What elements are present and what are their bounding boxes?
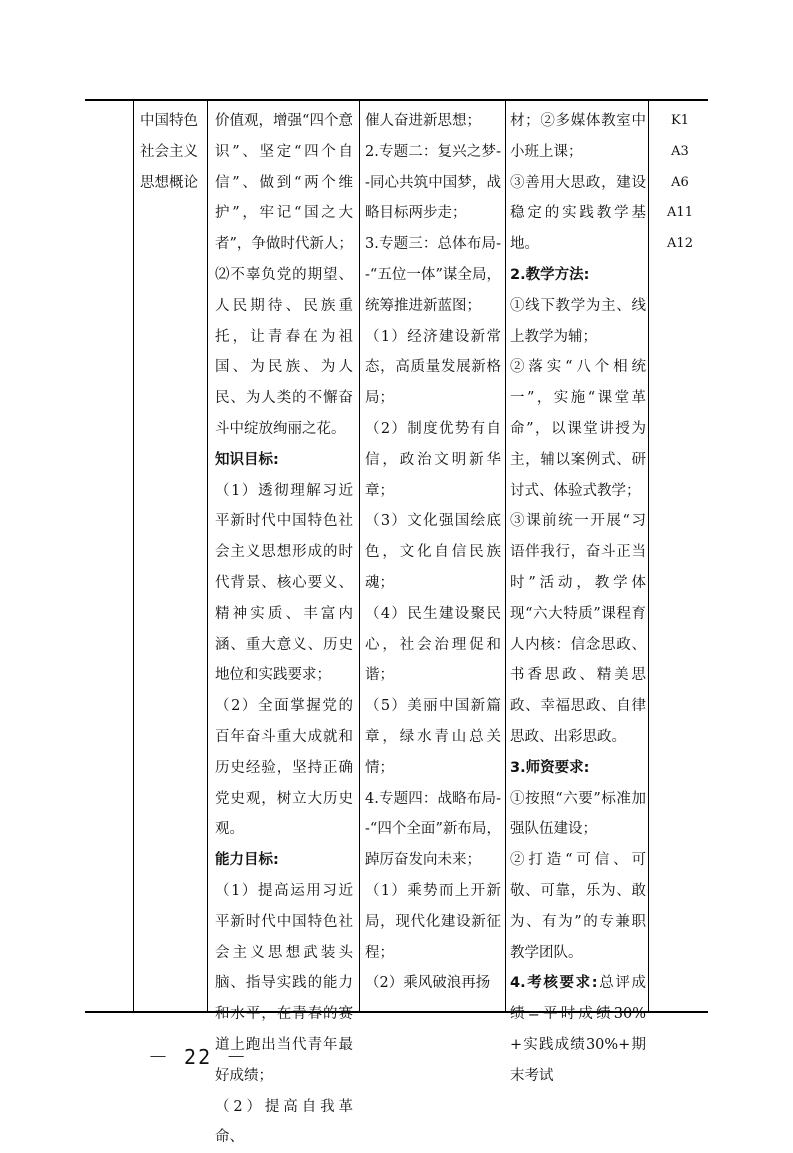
paragraph: （2）乘风破浪再扬 (365, 968, 501, 999)
paragraph: 材；②多媒体教室中小班上课； (510, 106, 646, 168)
paragraph: （1）经济建设新常态，高质量发展新格局； (365, 322, 501, 414)
paragraph: （4）民生建设聚民心，社会治理促和谐； (365, 599, 501, 691)
paragraph: ②落实“八个相统一”，实施“课堂革命”，以课堂讲授为主，辅以案例式、研讨式、体验式教学； (510, 352, 646, 506)
paragraph: 价值观，增强“四个意识”、坚定“四个自信”、做到“两个维护”，牢记“国之大者”，争做时代新人； (215, 106, 353, 260)
section-paragraph (215, 445, 353, 476)
paragraph: ①按照“六要”标准加强队伍建设； (510, 784, 646, 846)
competency-code: A11 (652, 198, 708, 229)
section-paragraph (510, 968, 646, 1091)
paragraph: （2）全面掌握党的百年奋斗重大成就和历史经验，坚持正确党史观，树立大历史观。 (215, 691, 353, 845)
competency-code: A12 (652, 229, 708, 260)
paragraph: 催人奋进新思想； (365, 106, 501, 137)
section-paragraph (215, 845, 353, 876)
section-heading: 2.教学方法: (510, 267, 589, 283)
section-paragraph (510, 753, 646, 784)
section-heading: 4.考核要求: (510, 975, 598, 991)
paragraph: （2）提高自我革命、 (215, 1092, 353, 1153)
column-divider (207, 101, 208, 1011)
paragraph: （1）透彻理解习近平新时代中国特色社会主义思想形成的时代背景、核心要义、精神实质、丰富内涵、重大意义、历史地位和实践要求； (215, 476, 353, 692)
paragraph: （2）制度优势有自信，政治文明新华章； (365, 414, 501, 506)
paragraph: ③善用大思政，建设稳定的实践教学基地。 (510, 168, 646, 260)
column-divider (133, 101, 134, 1011)
content-cell (365, 106, 501, 999)
section-paragraph (510, 260, 646, 291)
paragraph: 4.专题四：战略布局--“四个全面”新布局，踔厉奋发向未来； (365, 784, 501, 876)
paragraph: ①线下教学为主、线上教学为辅； (510, 291, 646, 353)
paragraph: ③课前统一开展“习语伴我行，奋斗正当时”活动，教学体现“六大特质”课程育人内核：信念思政、书香思政、精美思政、幸福思政、自律思政、出彩思政。 (510, 506, 646, 752)
paragraph: 2.专题二：复兴之梦--同心共筑中国梦，战略目标两步走； (365, 137, 501, 229)
requirements-cell (510, 106, 646, 1092)
paragraph: （1）提高运用习近平新时代中国特色社会主义思想武装头脑、指导实践的能力和水平，在青春的赛道上跑出当代青年最好成绩； (215, 876, 353, 1092)
paragraph: ②打造“可信、可敬、可靠，乐为、敢为、有为”的专兼职教学团队。 (510, 845, 646, 968)
paragraph: （1）乘势而上开新局，现代化建设新征程； (365, 876, 501, 968)
page-number: － 22 － (148, 1041, 248, 1070)
section-heading: 能力目标: (215, 852, 279, 868)
competency-code: A3 (652, 137, 708, 168)
paragraph: ⑵不辜负党的期望、人民期待、民族重托，让青春在为祖国、为民族、为人民、为人类的不懈奋斗中绽放绚丽之花。 (215, 260, 353, 445)
competency-code: A6 (652, 168, 708, 199)
column-divider (505, 101, 506, 1011)
codes-cell (652, 106, 708, 260)
objectives-cell (215, 106, 353, 1153)
column-divider (648, 101, 649, 1011)
paragraph: （5）美丽中国新篇章，绿水青山总关情； (365, 691, 501, 783)
column-divider (359, 101, 360, 1011)
course-name-cell: 中国特色社会主义思想概论 (140, 106, 204, 198)
section-text: 总评成绩=平时成绩30%+实践成绩30%+期末考试 (510, 975, 646, 1083)
section-heading: 知识目标: (215, 452, 279, 468)
curriculum-table (85, 99, 708, 1013)
paragraph: 3.专题三：总体布局--“五位一体”谋全局，统筹推进新蓝图； (365, 229, 501, 321)
paragraph: （3）文化强国绘底色，文化自信民族魂； (365, 506, 501, 598)
competency-code: K1 (652, 106, 708, 137)
section-heading: 3.师资要求: (510, 760, 589, 776)
